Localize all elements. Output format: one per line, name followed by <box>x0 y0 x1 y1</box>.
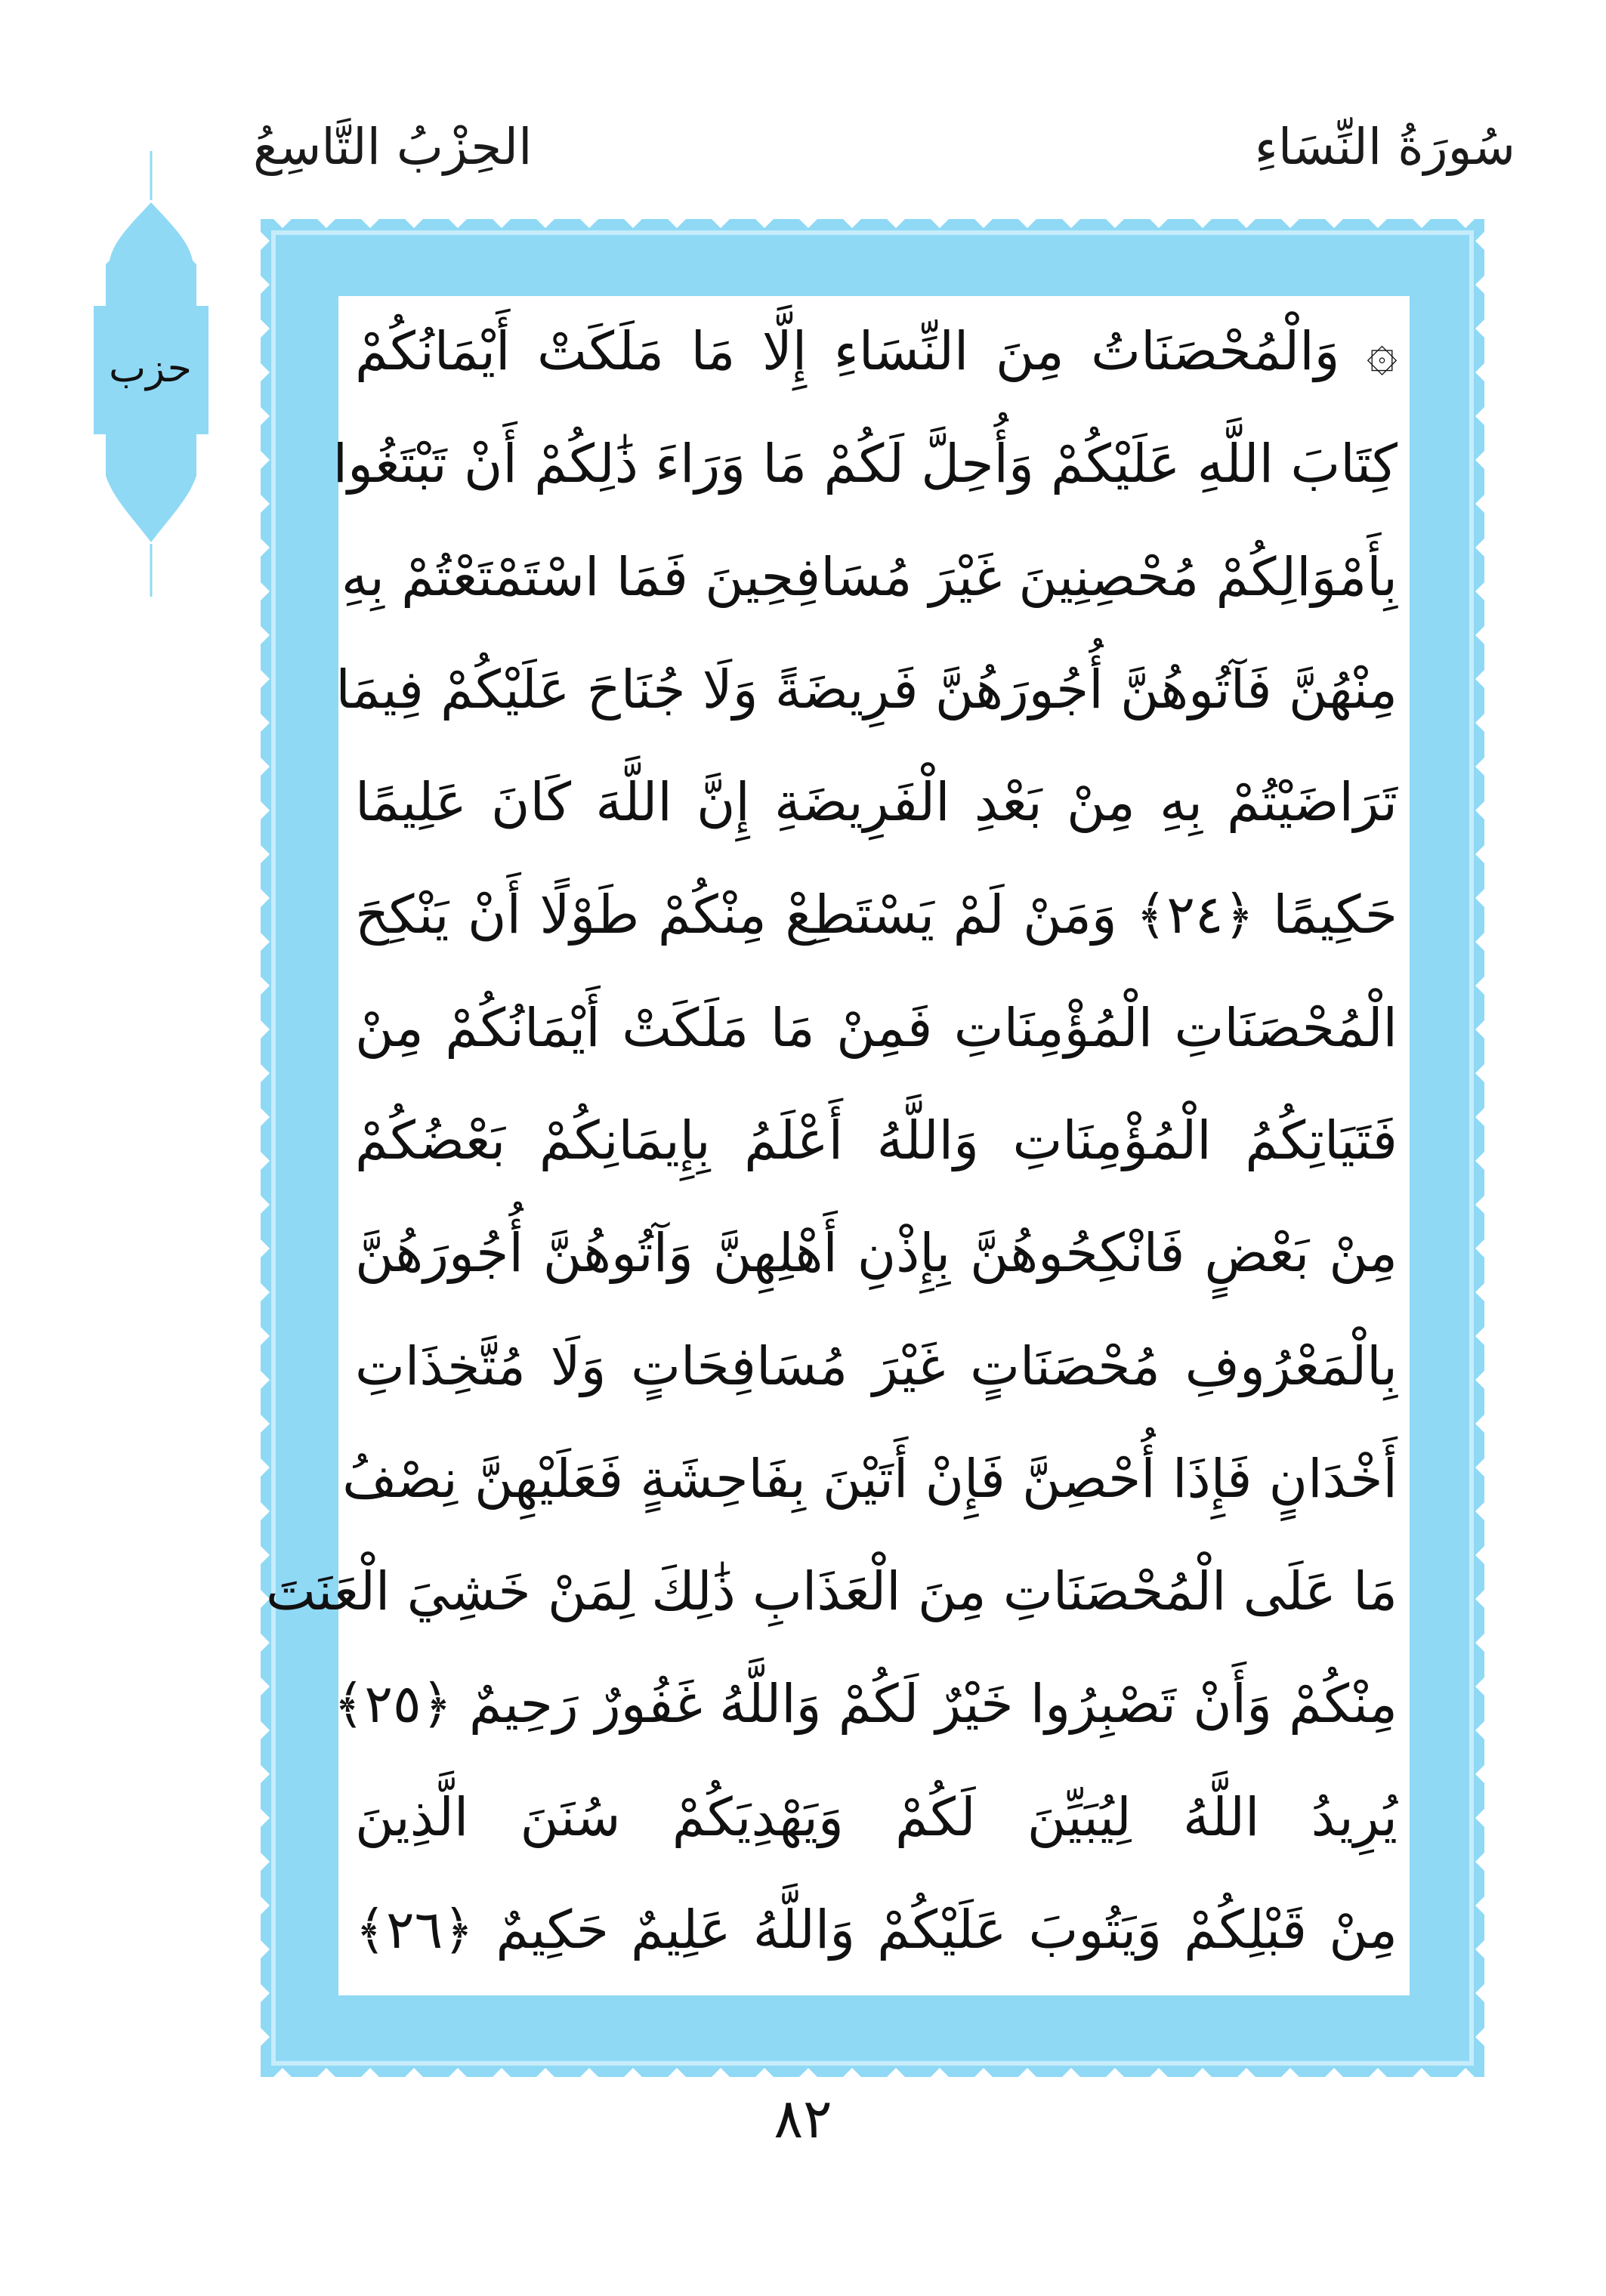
hizb-name: الحِزْبُ التَّاسِعُ <box>253 118 533 176</box>
verse-line: حَكِيمًا ﴿٢٤﴾ وَمَنْ لَمْ يَسْتَطِعْ مِنْكُمْ طَوْلًا أَنْ يَنْكِحَ <box>355 884 1398 946</box>
verse-line: بِأَمْوَالِكُمْ مُحْصِنِينَ غَيْرَ مُسَافِحِينَ فَمَا اسْتَمْتَعْتُمْ بِهِ <box>341 545 1398 608</box>
verse-line: مِنْ قَبْلِكُمْ وَيَتُوبَ عَلَيْكُمْ وَاللَّهُ عَلِيمٌ حَكِيمٌ ﴿٢٦﴾ <box>355 1898 1398 1961</box>
verse-line: فَتَيَاتِكُمُ الْمُؤْمِنَاتِ وَاللَّهُ أَعْلَمُ بِإِيمَانِكُمْ بَعْضُكُمْ <box>355 1109 1398 1171</box>
verse-line: بِالْمَعْرُوفِ مُحْصَنَاتٍ غَيْرَ مُسَافِحَاتٍ وَلَا مُتَّخِذَاتِ <box>355 1335 1398 1397</box>
verse-line: مِنْكُمْ وَأَنْ تَصْبِرُوا خَيْرٌ لَكُمْ وَاللَّهُ غَفُورٌ رَحِيمٌ ﴿٢٥﴾ <box>333 1673 1398 1736</box>
verse-line: مَا عَلَى الْمُحْصَنَاتِ مِنَ الْعَذَابِ ذَٰلِكَ لِمَنْ خَشِيَ الْعَنَتَ <box>265 1560 1398 1623</box>
verse-line: مِنْ بَعْضٍ فَانْكِحُوهُنَّ بِإِذْنِ أَهْلِهِنَّ وَآتُوهُنَّ أُجُورَهُنَّ <box>355 1222 1398 1285</box>
surah-name: سُورَةُ النِّسَاءِ <box>1254 118 1515 176</box>
verse-line: الْمُحْصَنَاتِ الْمُؤْمِنَاتِ فَمِنْ مَا مَلَكَتْ أَيْمَانُكُمْ مِنْ <box>355 996 1398 1059</box>
verse-line: مِنْهُنَّ فَآتُوهُنَّ أُجُورَهُنَّ فَرِيضَةً وَلَا جُنَاحَ عَلَيْكُمْ فِيمَا <box>335 658 1398 721</box>
page-number: ٨٢ <box>774 2087 832 2150</box>
verse-line: تَرَاضَيْتُمْ بِهِ مِنْ بَعْدِ الْفَرِيضَةِ إِنَّ اللَّهَ كَانَ عَلِيمًا <box>355 771 1398 834</box>
verse-lines <box>265 306 1398 1975</box>
verse-line: كِتَابَ اللَّهِ عَلَيْكُمْ وَأُحِلَّ لَكُمْ مَا وَرَاءَ ذَٰلِكُمْ أَنْ تَبْتَغُوا <box>332 433 1398 495</box>
verse-line: يُرِيدُ اللَّهُ لِيُبَيِّنَ لَكُمْ وَيَهْدِيَكُمْ سُنَنَ الَّذِينَ <box>355 1785 1398 1848</box>
hizb-marker-label: حزب <box>109 346 192 391</box>
verse-line: أَخْدَانٍ فَإِذَا أُحْصِنَّ فَإِنْ أَتَيْنَ بِفَاحِشَةٍ فَعَلَيْهِنَّ نِصْفُ <box>342 1447 1398 1510</box>
verse-line: ۞ وَالْمُحْصَنَاتُ مِنَ النِّسَاءِ إِلَّا مَا مَلَكَتْ أَيْمَانُكُمْ <box>355 320 1398 382</box>
